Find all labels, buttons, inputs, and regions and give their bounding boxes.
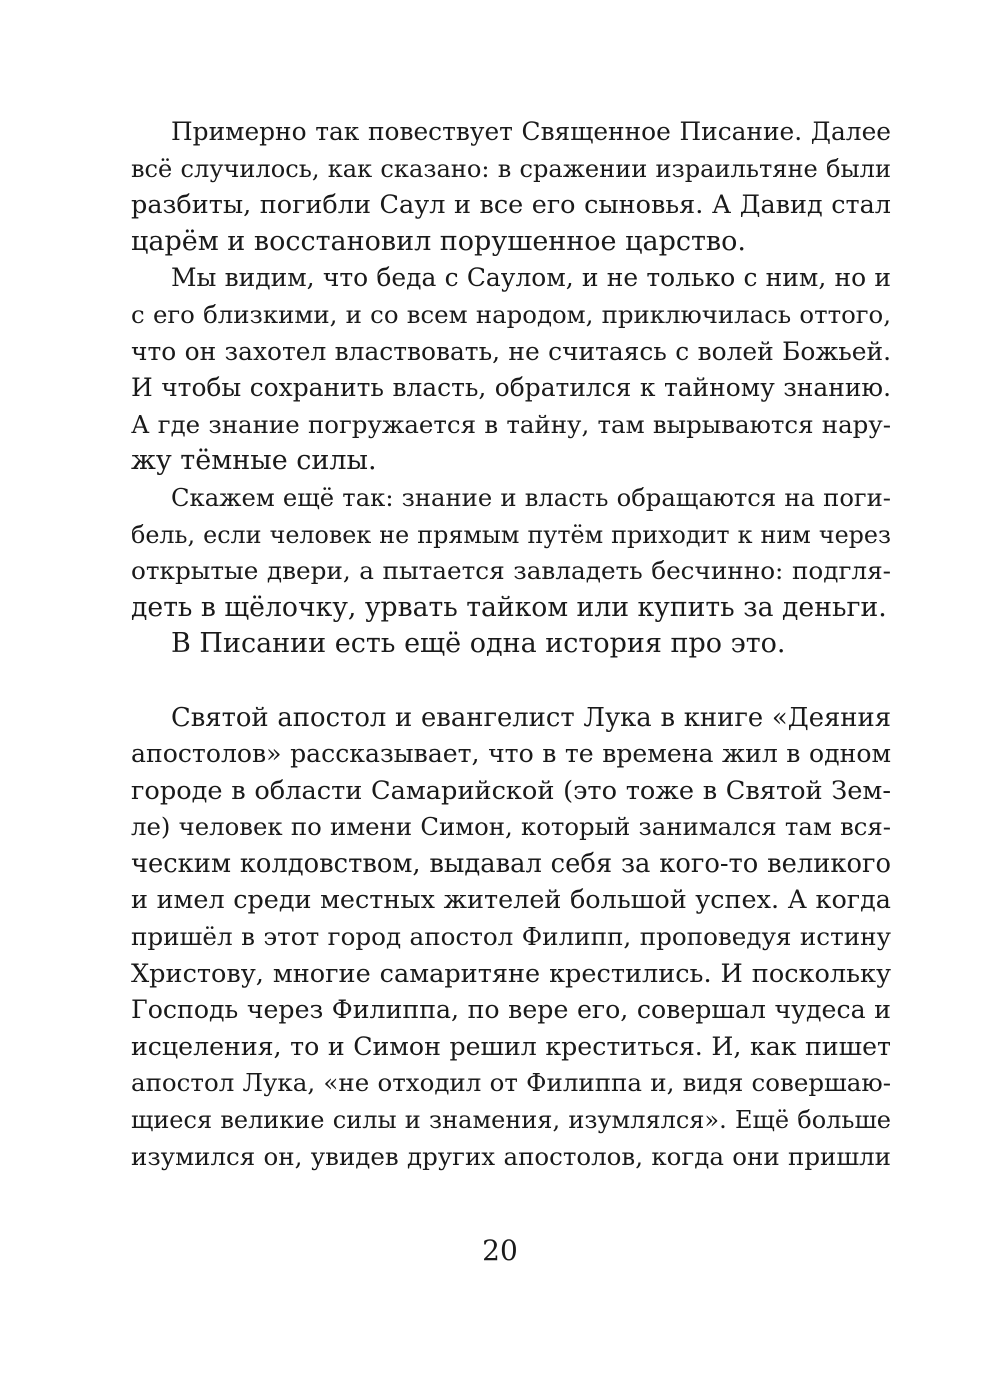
text-line: апостол Лука, «не отходил от Филиппа и, видя совершаю-	[131, 1068, 891, 1098]
text-line: бель, если человек не прямым путём приходит к ним через	[131, 520, 891, 549]
text-line: ле) человек по имени Симон, который занимался там вся-	[131, 812, 891, 842]
text-line: с его близкими, и со всем народом, приключилась оттого,	[131, 299, 891, 329]
text-line: Мы видим, что беда с Саулом, и не только с ним, но и	[171, 263, 891, 293]
text-line: царём и восстановил порушенное царство.	[131, 225, 746, 257]
text-line: Примерно так повествует Священное Писание. Далее	[171, 117, 891, 146]
text-line: что он захотел властвовать, не считаясь с волей Божьей.	[131, 336, 891, 366]
text-line: изумился он, увидев других апостолов, когда они пришли	[131, 1141, 891, 1171]
text-line: Христову, многие самаритяне крестились. И поскольку	[131, 958, 891, 989]
text-line: В Писании есть ещё одна история про это.	[171, 628, 786, 660]
text-line: разбиты, погибли Саул и все его сыновья. А Давид стал	[131, 190, 891, 221]
body-text	[131, 114, 891, 1175]
text-line: апостолов» рассказывает, что в те времена жил в одном	[131, 739, 891, 769]
section-gap	[131, 663, 891, 700]
text-line: городе в области Самарийской (это тоже в Святой Зем-	[131, 775, 891, 806]
text-line: жу тёмные силы.	[131, 445, 377, 477]
text-line: и имел среди местных жителей большой успех. А когда	[131, 885, 891, 916]
text-line: И чтобы сохранить власть, обратился к тайному знанию.	[131, 373, 891, 403]
text-line: Святой апостол и евангелист Лука в книге «Деяния	[171, 702, 891, 733]
text-line: деть в щёлочку, урвать тайком или купить за деньги.	[131, 591, 887, 623]
text-line: исцеления, то и Симон решил креститься. И, как пишет	[131, 1031, 891, 1061]
text-line: ческим колдовством, выдавал себя за кого-то великого	[131, 848, 891, 879]
text-line: пришёл в этот город апостол Филипп, проповедуя истину	[131, 922, 891, 952]
text-line: щиеся великие силы и знамения, изумлялся». Ещё больше	[131, 1106, 891, 1135]
text-line: всё случилось, как сказано: в сражении израильтяне были	[131, 154, 891, 183]
text-line: А где знание погружается в тайну, там вырываются нару-	[131, 409, 891, 439]
page-number: 20	[482, 1234, 518, 1267]
text-line: Господь через Филиппа, по вере его, совершал чудеса и	[131, 995, 891, 1025]
text-line: Скажем ещё так: знание и власть обращаются на поги-	[171, 482, 891, 512]
text-line: открытые двери, а пытается завладеть бесчинно: подгля-	[131, 556, 891, 586]
